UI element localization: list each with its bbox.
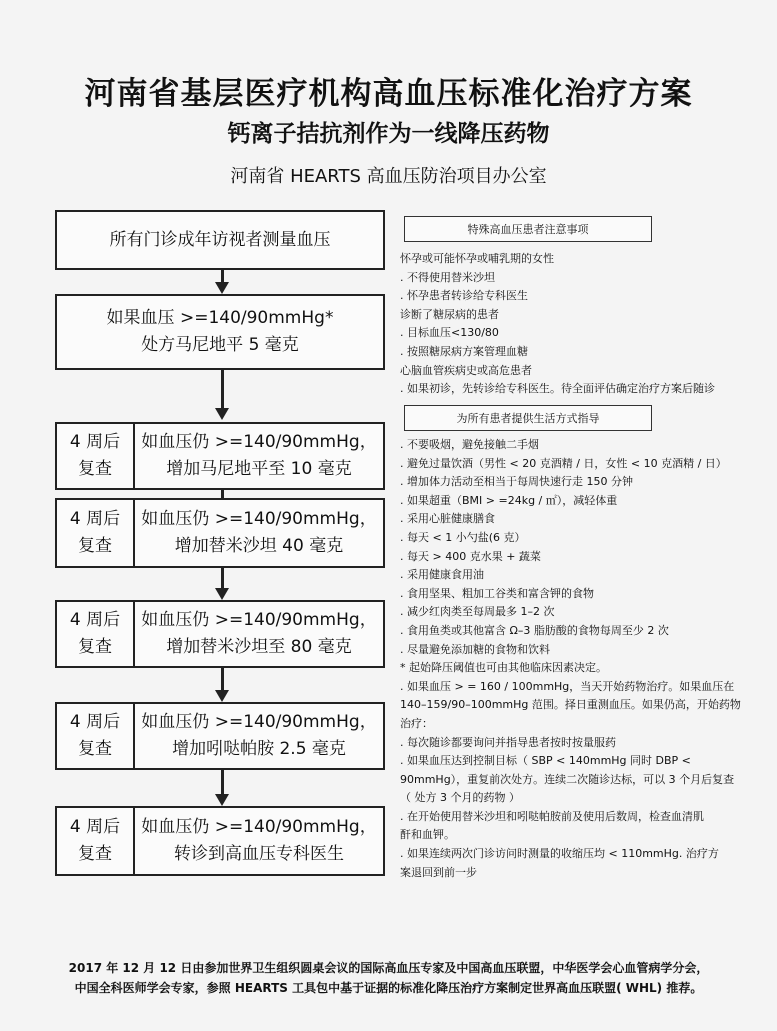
note-line: （ 处方 3 个月的药物 ） — [400, 791, 520, 805]
note-line: . 尽量避免添加糖的食物和饮料 — [400, 642, 550, 656]
step-recheck-label: 4 周后 — [69, 509, 121, 529]
step-instruction: 如血压仍 >=140/90mmHg， — [141, 432, 377, 452]
step-instruction: 转诊到高血压专科医生 — [174, 844, 344, 864]
note-line: 酐和血钾。 — [400, 828, 455, 842]
flow-step-4 — [55, 702, 385, 770]
note-line: 心脑血管疾病史或高危患者 — [400, 363, 532, 377]
step-instruction: 如血压仍 >=140/90mmHg， — [141, 610, 377, 630]
note-line: . 减少红肉类至每周最多 1–2 次 — [400, 605, 555, 619]
step-instruction: 如血压仍 >=140/90mmHg， — [141, 509, 377, 529]
note-line: . 如果超重（BMI > =24kg / ㎡），减轻体重 — [400, 493, 618, 507]
note-line: 怀孕或可能怀孕或哺乳期的女性 — [400, 252, 554, 265]
note-line: . 如果连续两次门诊访问时测量的收缩压均 < 110mmHg. 治疗方 — [400, 847, 719, 861]
flow-step-3 — [55, 600, 385, 668]
special-patients-heading: 特殊高血压患者注意事项 — [404, 216, 652, 242]
note-line: 治疗： — [400, 716, 433, 730]
flow-start-text: 所有门诊成年访视者测量血压 — [109, 229, 331, 250]
note-line: . 不要吸烟，避免接触二手烟 — [400, 438, 539, 451]
note-line: . 每天 > 400 克水果 + 蔬菜 — [400, 549, 541, 563]
note-line: 案退回到前一步 — [400, 865, 477, 879]
note-line: . 每天 < 1 小勺盐(6 克） — [400, 530, 526, 544]
note-line: . 每次随诊都要询问并指导患者按时按量服药 — [400, 735, 616, 749]
note-line: . 避免过量饮酒（男性 < 20 克酒精 / 日，女性 < 10 克酒精 / 日） — [400, 456, 727, 470]
step-instruction: 如血压仍 >=140/90mmHg， — [141, 817, 377, 837]
note-line: . 目标血压<130/80 — [400, 326, 499, 340]
step-recheck-label: 4 周后 — [69, 432, 121, 452]
step-recheck-label: 4 周后 — [69, 610, 121, 630]
step-instruction: 增加替米沙坦至 80 毫克 — [166, 637, 352, 657]
step-instruction: 增加马尼地平至 10 毫克 — [166, 459, 352, 479]
note-line: . 如果初诊，先转诊给专科医生。待全面评估确定治疗方案后随诊 — [400, 382, 715, 396]
note-line: . 不得使用替米沙坦 — [400, 270, 495, 284]
step-instruction: 增加替米沙坦 40 毫克 — [174, 536, 344, 556]
flow-step-1 — [55, 422, 385, 490]
note-line: . 在开始使用替米沙坦和吲哒帕胺前及使用后数周，检查血清肌 — [400, 809, 704, 823]
footer-line: 中国全科医师学会专家，参照 HEARTS 工具包中基于证据的标准化降压治疗方案制定世界高血压联盟( WHL) 推荐。 — [74, 981, 703, 995]
step-instruction: 如血压仍 >=140/90mmHg， — [141, 712, 377, 732]
step-recheck-label: 复查 — [78, 637, 112, 657]
page-title: 河南省基层医疗机构高血压标准化治疗方案 — [84, 76, 693, 112]
page-subtitle: 钙离子拮抗剂作为一线降压药物 — [227, 121, 550, 147]
special-patients-notes — [400, 250, 740, 399]
flow-step-2 — [55, 498, 385, 568]
lifestyle-notes — [400, 436, 740, 882]
note-line: . 如果血压达到控制目标（ SBP < 140mmHg 同时 DBP < — [400, 754, 691, 768]
note-line: 140–159/90–100mmHg 范围。择日重测血压。如果仍高，开始药物 — [400, 698, 741, 712]
note-line: . 增加体力活动至相当于每周快速行走 150 分钟 — [400, 475, 633, 489]
step-recheck-label: 复查 — [78, 739, 112, 759]
flow-step-5 — [55, 806, 385, 876]
note-line: . 怀孕患者转诊给专科医生 — [400, 289, 528, 303]
issuing-office: 河南省 HEARTS 高血压防治项目办公室 — [230, 166, 547, 187]
step-recheck-label: 4 周后 — [69, 712, 121, 732]
note-line: 90mmHg），重复前次处方。连续二次随诊达标，可以 3 个月后复查 — [400, 772, 735, 786]
note-line: . 采用健康食用油 — [400, 568, 484, 582]
step-recheck-label: 复查 — [78, 459, 112, 479]
step-recheck-label: 复查 — [78, 536, 112, 556]
note-line: 诊断了糖尿病的患者 — [400, 307, 499, 321]
step-recheck-label: 复查 — [78, 844, 112, 864]
note-line: . 采用心脏健康膳食 — [400, 512, 495, 526]
footer-line: 2017 年 12 月 12 日由参加世界卫生组织圆桌会议的国际高血压专家及中国高血压联盟，中华医学会心血管病学分会， — [68, 961, 709, 975]
footer-note — [0, 958, 777, 998]
flow-first-line-1: 如果血压 >=140/90mmHg* — [106, 308, 334, 328]
note-line: * 起始降压阈值也可由其他临床因素决定。 — [400, 661, 607, 675]
flow-start-box — [55, 210, 385, 270]
note-line: . 食用坚果、粗加工谷类和富含钾的食物 — [400, 586, 594, 600]
step-recheck-label: 4 周后 — [69, 817, 121, 837]
lifestyle-heading: 为所有患者提供生活方式指导 — [404, 405, 652, 431]
note-line: . 食用鱼类或其他富含 Ω–3 脂肪酸的食物每周至少 2 次 — [400, 623, 669, 637]
flow-first-box — [55, 294, 385, 370]
note-line: . 按照糖尿病方案管理血糖 — [400, 344, 528, 358]
flow-first-line-2: 处方马尼地平 5 毫克 — [141, 335, 299, 355]
step-instruction: 增加吲哒帕胺 2.5 毫克 — [172, 739, 346, 759]
note-line: . 如果血压 > = 160 / 100mmHg，当天开始药物治疗。如果血压在 — [400, 679, 735, 693]
